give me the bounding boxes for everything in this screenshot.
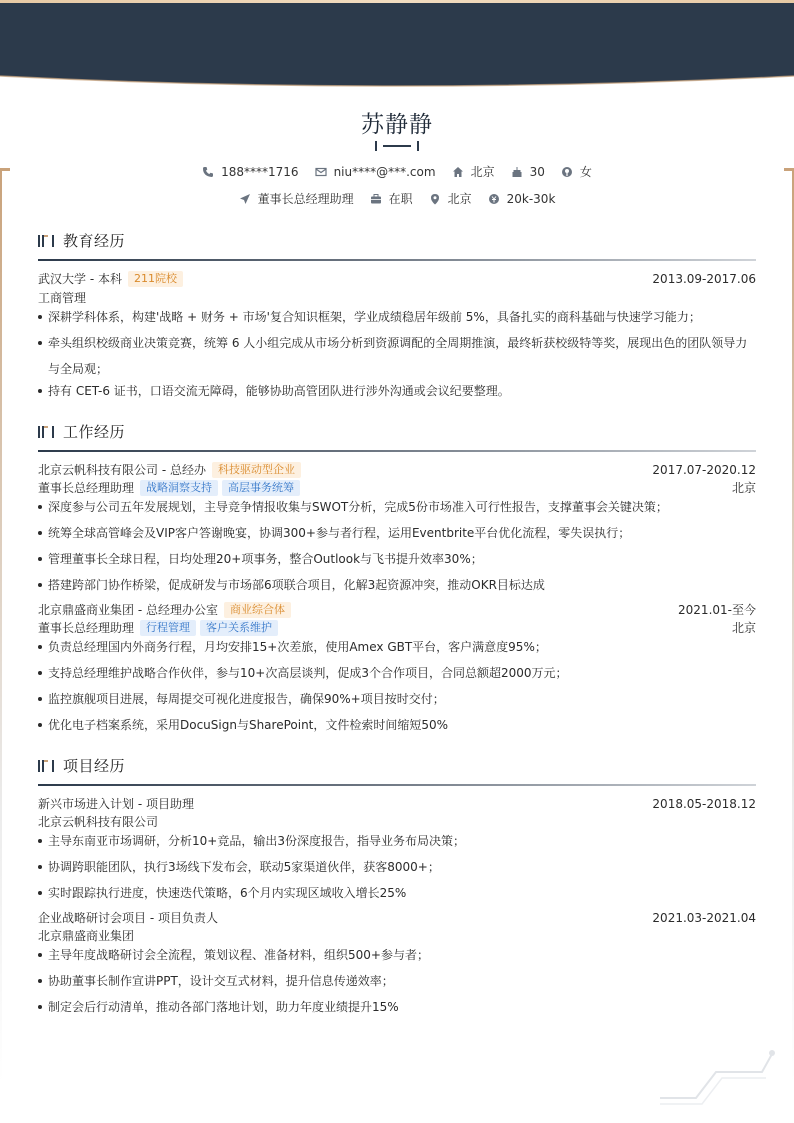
work-bullet: 深度参与公司五年发展规划，主导竞争情报收集与SWOT分析，完成5份市场准入可行性报告，支撑董事会关键决策；: [38, 494, 756, 520]
mail-icon: [315, 166, 327, 178]
age-item: [511, 165, 545, 179]
work-bullet: 监控旗舰项目进展，每周提交可视化进度报告，确保90%+项目按时交付；: [38, 686, 756, 712]
section-bracket-icon: [38, 425, 56, 439]
work-bullet: 管理董事长全球日程，日均处理20+项事务，整合Outlook与飞书提升效率30%；: [38, 546, 756, 572]
name-divider: [375, 140, 419, 152]
education-bullet: 牵头组织校级商业决策竞赛，统筹 6 人小组完成从市场分析到资源调配的全周期推演，最终斩获校级特等奖，展现出色的团队领导力与全局观；: [38, 330, 756, 382]
work-rule: [38, 450, 756, 452]
project-rule: [38, 784, 756, 786]
work-city: 北京: [731, 621, 756, 635]
age-text: 30: [529, 164, 545, 179]
target-position-text: 董事长总经理助理: [257, 192, 354, 206]
phone-icon: [202, 166, 214, 178]
section-bracket-icon: [38, 759, 56, 773]
project-bullet: 主导东南亚市场调研，分析10+竞品，输出3份深度报告，指导业务布局决策；: [38, 828, 756, 854]
education-bullet: 持有 CET-6 证书，口语交流无障碍，能够协助高管团队进行涉外沟通或会议纪要整理。: [38, 378, 756, 404]
skill-tag: 战略洞察支持: [140, 480, 218, 496]
work-city: 北京: [731, 481, 756, 495]
company-line: 北京鼎盛商业集团 - 总经理办公室: [38, 603, 218, 617]
work-period: 2017.07-2020.12: [652, 462, 756, 477]
company-tag: 科技驱动型企业: [212, 462, 301, 478]
project-title: 项目经历: [63, 757, 126, 775]
project-period: 2018.05-2018.12: [652, 796, 756, 811]
work-period: 2021.01-至今: [678, 603, 756, 617]
salary-icon: [488, 193, 500, 205]
education-title: 教育经历: [63, 232, 126, 250]
skill-tag: 客户关系维护: [200, 620, 278, 636]
location-pin-icon: [429, 193, 441, 205]
project-bullet: 实时跟踪执行进度，快速迭代策略，6个月内实现区域收入增长25%: [38, 880, 756, 906]
phone-text: 188****1716: [221, 164, 299, 179]
corner-decoration: [658, 1048, 778, 1108]
position-text: 董事长总经理助理: [38, 621, 135, 635]
major-text: 工商管理: [38, 291, 87, 305]
cake-icon: [511, 166, 523, 178]
education-header-line: [38, 270, 756, 287]
hometown-text: 北京: [470, 165, 495, 179]
job-intent-row: [0, 190, 794, 207]
briefcase-icon: [370, 193, 382, 205]
gender-icon: [561, 166, 573, 178]
status-text: 在职: [388, 192, 413, 206]
header-banner: [0, 0, 794, 90]
status-item: [370, 190, 413, 207]
project-bullet: 协调跨职能团队，执行3场线下发布会，联动5家渠道伙伴，获客8000+；: [38, 854, 756, 880]
school-tag: 211院校: [128, 271, 183, 287]
work-title: 工作经历: [63, 423, 126, 441]
project-header-line: [38, 909, 756, 926]
work-bullet: 搭建跨部门协作桥梁，促成研发与市场部6项联合项目，化解3起资源冲突，推动OKR目标达成: [38, 572, 756, 598]
send-icon: [239, 193, 251, 205]
work-bullet: 优化电子档案系统，采用DocuSign与SharePoint，文件检索时间缩短50%: [38, 712, 756, 738]
email-item: [315, 165, 436, 179]
education-section-title: [38, 230, 125, 251]
work-section-title: [38, 421, 125, 442]
project-line: 企业战略研讨会项目 - 项目负责人: [38, 911, 218, 925]
candidate-name: 苏静静: [361, 112, 433, 138]
email-text: niu****@***.com: [333, 164, 436, 179]
project-bullet: 主导年度战略研讨会全流程，策划议程、准备材料，组织500+参与者；: [38, 942, 756, 968]
work-bullet: 负责总经理国内外商务行程，月均安排15+次差旅，使用Amex GBT平台，客户满意度95%；: [38, 634, 756, 660]
position-text: 董事长总经理助理: [38, 481, 135, 495]
school-line: 武汉大学 - 本科: [38, 272, 122, 286]
education-period: 2013.09-2017.06: [652, 271, 756, 286]
hometown-item: [452, 163, 495, 180]
project-period: 2021.03-2021.04: [652, 910, 756, 925]
company-tag: 商业综合体: [224, 602, 291, 618]
skill-tag: 行程管理: [140, 620, 196, 636]
salary-text: 20k-30k: [506, 191, 556, 206]
skill-tag: 高层事务统筹: [222, 480, 300, 496]
work-company-line: [38, 601, 756, 618]
city-item: [429, 190, 472, 207]
gender-text: 女: [579, 165, 592, 179]
section-bracket-icon: [38, 234, 56, 248]
work-bullet: 统筹全球高管峰会及VIP客户答谢晚宴，协调300+参与者行程，运用Eventbrite平台优化流程，零失误执行；: [38, 520, 756, 546]
home-icon: [452, 166, 464, 178]
target-city-text: 北京: [447, 192, 472, 206]
salary-item: [488, 192, 556, 206]
work-company-line: [38, 461, 756, 478]
project-company: 北京鼎盛商业集团: [38, 929, 135, 943]
company-line: 北京云帆科技有限公司 - 总经办: [38, 463, 206, 477]
project-header-line: [38, 795, 756, 812]
project-bullet: 制定会后行动清单，推动各部门落地计划，助力年度业绩提升15%: [38, 994, 756, 1020]
work-bullet: 支持总经理维护战略合作伙伴，参与10+次高层谈判，促成3个合作项目，合同总额超2000万元；: [38, 660, 756, 686]
gender-item: [561, 163, 592, 180]
education-rule: [38, 259, 756, 261]
project-bullet: 协助董事长制作宣讲PPT，设计交互式材料，提升信息传递效率；: [38, 968, 756, 994]
position-item: [239, 190, 354, 207]
project-line: 新兴市场进入计划 - 项目助理: [38, 797, 194, 811]
project-company: 北京云帆科技有限公司: [38, 815, 159, 829]
education-bullet: 深耕学科体系，构建'战略 + 财务 + 市场'复合知识框架，学业成绩稳居年级前 5%，具备扎实的商科基础与快速学习能力；: [38, 304, 756, 330]
project-section-title: [38, 755, 125, 776]
phone-item: [202, 165, 298, 179]
left-accent-line: [0, 168, 2, 1083]
contact-row: [0, 163, 794, 180]
